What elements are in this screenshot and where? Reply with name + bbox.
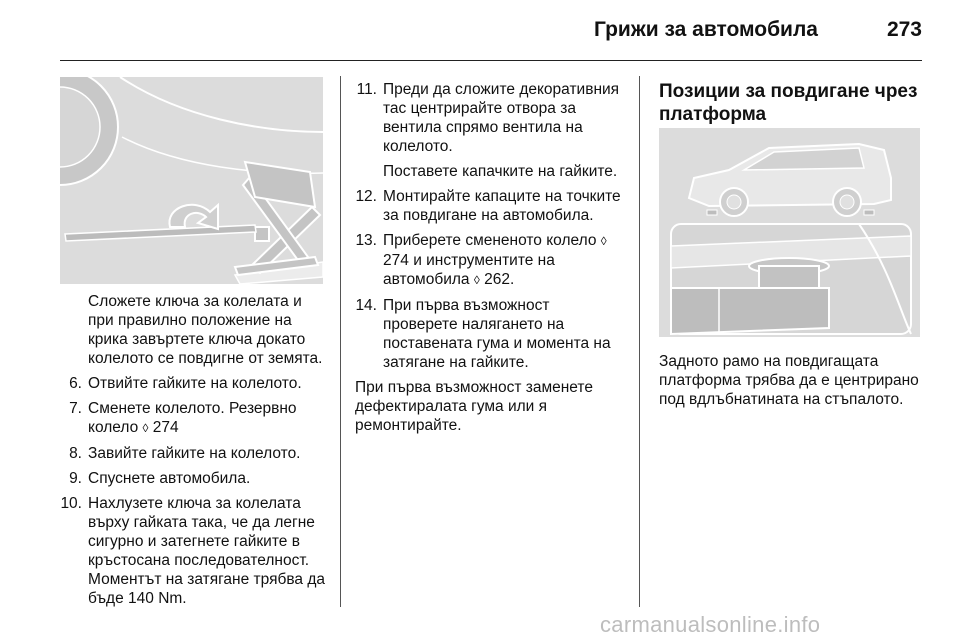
- steps-list-2: [355, 80, 627, 372]
- step-number: 14.: [355, 297, 377, 314]
- step-text: Приберете смененото колело ◊ 274 и инструментите на автомобила ◊ 262.: [383, 232, 607, 288]
- reference-arrow-icon: ◊: [473, 273, 480, 287]
- reference-arrow-icon: ◊: [142, 421, 149, 435]
- step-number: 7.: [69, 400, 82, 417]
- list-item: [60, 374, 330, 393]
- list-item: [355, 231, 627, 290]
- step-number: 12.: [355, 188, 377, 205]
- list-item: [355, 80, 627, 181]
- lift-platform-figure: [659, 128, 920, 337]
- list-item: [355, 296, 627, 372]
- watermark: carmanualsonline.info: [600, 612, 821, 637]
- list-item: [60, 494, 330, 608]
- step-text: Преди да сложите декоративния тас центрирайте отвора за вентила спрямо вентила на колелото.: [383, 81, 620, 155]
- step-number: 10.: [60, 495, 82, 512]
- step-text: Отвийте гайките на колелото.: [88, 375, 302, 392]
- column-divider-2: [639, 76, 640, 607]
- list-item: [60, 444, 330, 463]
- list-item: [60, 399, 330, 438]
- step-text: Сменете колелото. Резервно колело ◊ 274: [88, 400, 297, 436]
- column-divider-1: [340, 76, 341, 607]
- step-text: Монтирайте капаците на точките за повдигане на автомобила.: [383, 188, 621, 224]
- list-item: [355, 187, 627, 225]
- column-3: [659, 80, 924, 126]
- header-rule: [60, 60, 922, 61]
- closing-paragraph: При първа възможност заменете дефектиралата гума или я ремонтирайте.: [355, 379, 593, 434]
- steps-list-1: [60, 374, 330, 608]
- reference-arrow-icon: ◊: [600, 234, 607, 248]
- figure-caption: Задното рамо на повдигащата платформа трябва да е центрирано под вдлъбнатината на стъпалото.: [659, 353, 919, 408]
- step-number: 9.: [69, 470, 82, 487]
- page-number: 273: [886, 18, 922, 41]
- list-item: [60, 469, 330, 488]
- step-text: Нахлузете ключа за колелата върху гайката така, че да легне сигурно и затегнете гайките в кръстосана последователност. Моментът на затягане трябва да бъде 140 Nm.: [88, 495, 325, 607]
- step-number: 13.: [355, 232, 377, 249]
- column-2: [355, 80, 627, 435]
- step-text: При първа възможност проверете налягането на поставената гума и момента на затягане на гайките.: [383, 297, 611, 371]
- column-1: [60, 292, 330, 614]
- page-reference-link[interactable]: 274: [152, 419, 179, 436]
- step-number: 11.: [356, 81, 377, 98]
- step-number: 6.: [69, 375, 82, 392]
- jack-figure: [60, 77, 323, 284]
- step-text: Спуснете автомобила.: [88, 470, 251, 487]
- header-title: Грижи за автомобила: [593, 18, 818, 41]
- page-reference-link[interactable]: 274: [383, 252, 409, 269]
- step-text: Завийте гайките на колелото.: [88, 445, 301, 462]
- intro-paragraph: Сложете ключа за колелата и при правилно положение на крика завъртете ключа докато колелото се повдигне от земята.: [88, 293, 323, 367]
- section-title: Позиции за повдигане чрез платформа: [659, 81, 918, 125]
- page-reference-link[interactable]: 262.: [484, 271, 515, 288]
- step-text-continued: Поставете капачките на гайките.: [383, 163, 618, 180]
- step-number: 8.: [69, 445, 82, 462]
